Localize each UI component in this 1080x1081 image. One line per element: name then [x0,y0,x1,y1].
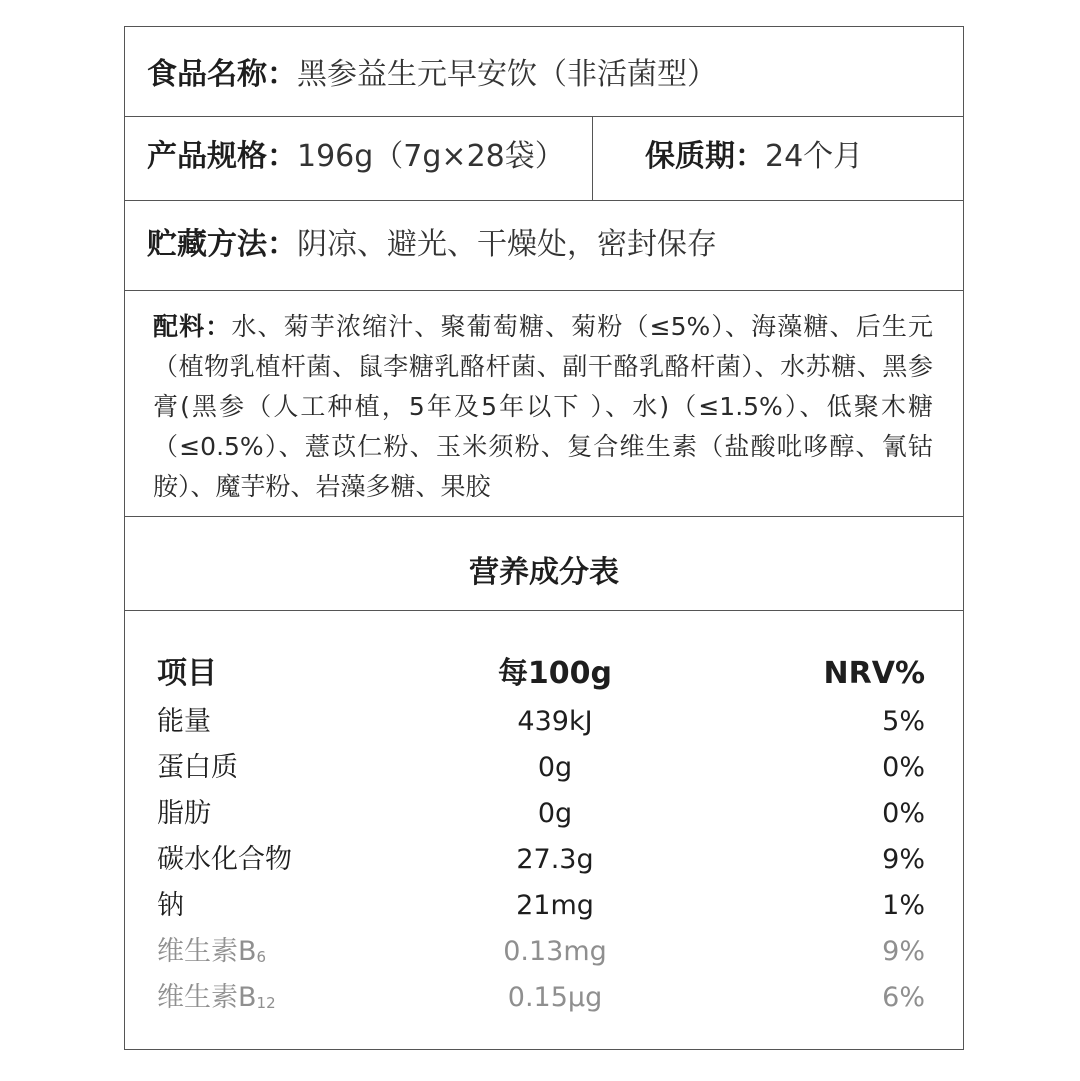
nutrition-title-row [125,517,963,611]
table-row [155,791,925,837]
row-per100g: 0g [537,798,573,829]
spec-label: 产品规格： [147,139,297,174]
table-row [155,975,925,1021]
row-item: 蛋白质 [157,752,238,783]
row-per100g: 0.15μg [507,982,603,1013]
table-row [155,883,925,929]
row-item-subscript: 12 [256,994,276,1012]
header-nrv: NRV% [823,656,925,691]
row-per100g: 21mg [516,890,594,921]
row-nrv: 1% [882,890,925,921]
row-item: 脂肪 [157,798,211,829]
header-item: 项目 [157,656,217,691]
row-item: 钠 [157,890,184,921]
row-per100g: 0g [537,752,573,783]
table-row [155,837,925,883]
row-nrv: 9% [882,844,925,875]
shelf-life-value: 24个月 [765,139,864,174]
row-item: 能量 [157,706,211,737]
row-nrv: 0% [882,798,925,829]
storage-row [125,201,963,291]
storage-value: 阴凉、避光、干燥处，密封保存 [297,227,717,262]
row-per100g: 439kJ [517,706,593,737]
nutrition-table [125,611,963,1051]
header-per100g: 每100g [497,656,613,691]
shelf-life-label: 保质期： [645,139,765,174]
product-info-table [124,26,964,1050]
row-item: 碳水化合物 [157,844,292,875]
row-per100g: 0.13mg [503,936,607,967]
row-nrv: 0% [882,752,925,783]
row-nrv: 6% [882,982,925,1013]
spec-value: 196g（7g×28袋） [297,139,565,174]
row-item: 维生素B [157,982,257,1013]
table-row [155,929,925,975]
spec-row [125,117,963,201]
row-nrv: 9% [882,936,925,967]
ingredients-value: 水、菊芋浓缩汁、聚葡萄糖、菊粉（≤5%）、海藻糖、后生元（植物乳植杆菌、鼠李糖乳酪杆菌、副干酪乳酪杆菌）、水苏糖、黑参膏(黑参（人工种植，5年及5年以下 ）、水)（≤1.5%）、低聚木糖（≤0.5%）、薏苡仁粉、玉米须粉、复合维生素（盐酸吡哆醇、氰钴胺）、魔芋粉、岩藻多糖、果胶 [153,312,933,501]
food-name-row [125,27,963,117]
table-row [155,699,925,745]
row-item: 维生素B [157,936,257,967]
row-nrv: 5% [882,706,925,737]
table-row [155,745,925,791]
nutrition-header-row [155,649,925,699]
ingredients-label: 配料： [153,312,232,341]
row-per100g: 27.3g [516,844,594,875]
food-name-value: 黑参益生元早安饮（非活菌型） [297,57,717,92]
column-divider [592,117,593,200]
ingredients-row [125,291,963,517]
storage-label: 贮藏方法： [147,227,297,262]
food-name-label: 食品名称： [147,57,297,92]
row-item-subscript: 6 [256,948,267,966]
nutrition-title: 营养成分表 [469,555,619,590]
